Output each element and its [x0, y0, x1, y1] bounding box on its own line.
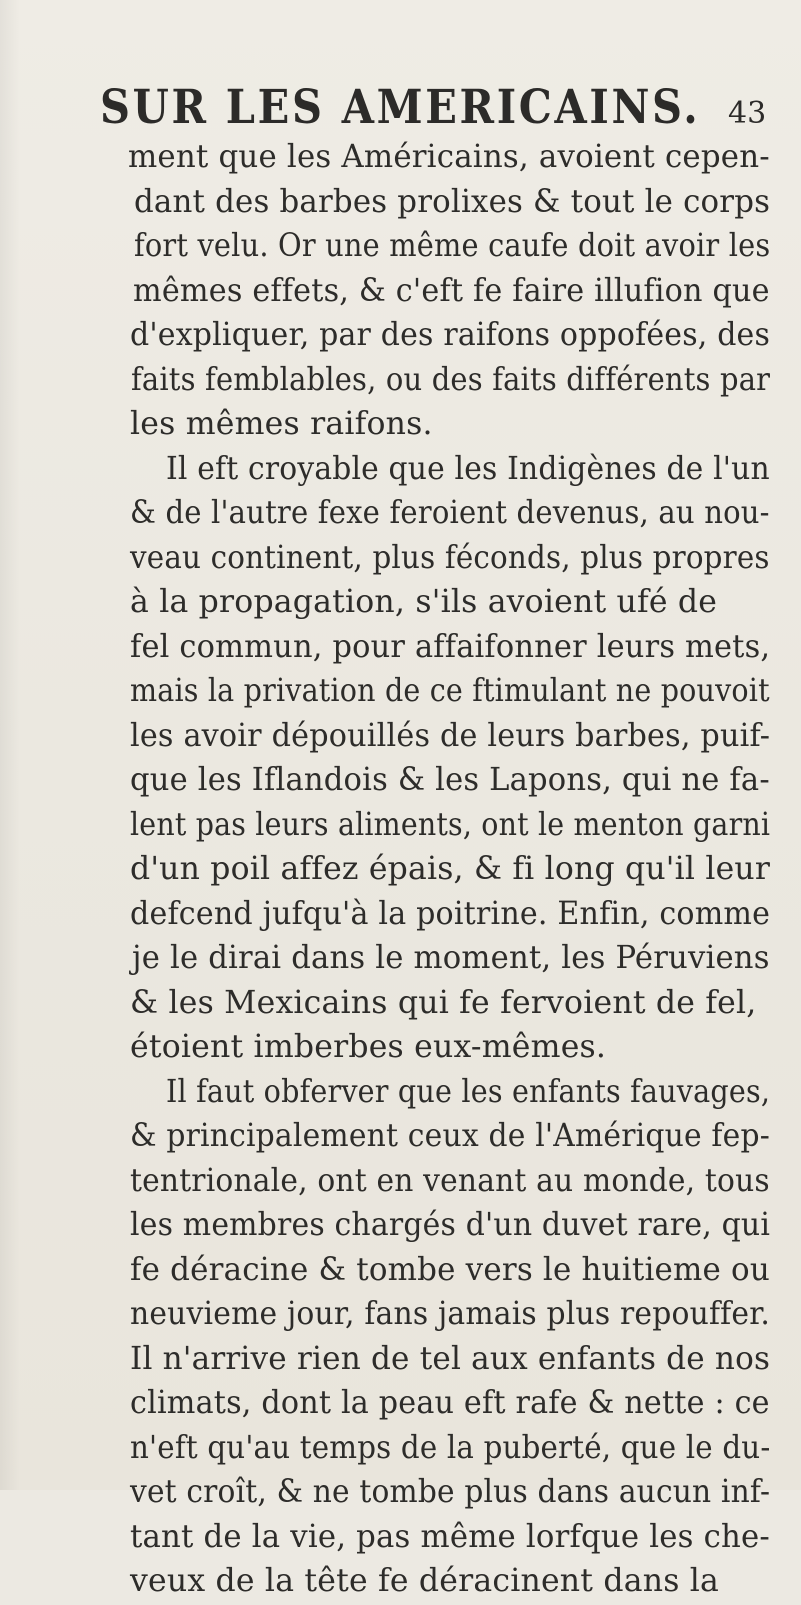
text-line: Il faut obferver que les enfants fauvages,	[166, 1073, 771, 1110]
text-line: les avoir dépouillés de leurs barbes, puif-	[130, 717, 771, 754]
text-line: les mêmes raifons.	[130, 406, 433, 442]
text-line: Il eft croyable que les Indigènes de l'un	[166, 450, 770, 487]
text-line: Il n'arrive rien de tel aux enfants de nos	[130, 1340, 771, 1377]
text-line: fort velu. Or une même caufe doit avoir les	[134, 228, 771, 264]
text-line: n'eft qu'au temps de la puberté, que le du-	[130, 1429, 771, 1466]
text-line: veau continent, plus féconds, plus propres	[130, 539, 770, 576]
page-edge-shadow	[0, 0, 20, 1490]
text-line: étoient imberbes eux-mêmes.	[130, 1029, 607, 1065]
text-line: defcend jufqu'à la poitrine. Enfin, comme	[130, 895, 771, 932]
text-line: dant des barbes prolixes & tout le corps	[134, 183, 771, 220]
text-line: lent pas leurs aliments, ont le menton garni	[130, 806, 771, 843]
text-line: & de l'autre fexe feroient devenus, au nou-	[130, 495, 770, 531]
text-line: fe déracine & tombe vers le huitieme ou	[130, 1251, 770, 1288]
text-line: & principalement ceux de l'Amérique fep-	[130, 1118, 770, 1154]
text-line: veux de la tête fe déracinent dans la	[130, 1563, 720, 1599]
text-line: neuvieme jour, fans jamais plus repouffer.	[130, 1296, 771, 1332]
text-line: tant de la vie, pas même lorfque les che-	[130, 1518, 770, 1555]
running-head	[0, 76, 801, 140]
text-line: les membres chargés d'un duvet rare, qui	[130, 1207, 771, 1243]
text-line: & les Mexicains qui fe fervoient de fel,	[130, 984, 757, 1021]
text-line: climats, dont la peau eft rafe & nette : ce	[130, 1385, 770, 1421]
text-line: mêmes effets, & c'eft fe faire illufion que	[133, 272, 770, 309]
page-number: 43	[728, 96, 767, 131]
text-line: à la propagation, s'ils avoient ufé de	[130, 584, 718, 620]
text-line: d'un poil affez épais, & fi long qu'il leur	[130, 851, 771, 887]
text-line: fel commun, pour affaifonner leurs mets,	[130, 628, 771, 665]
text-line: d'expliquer, par des raifons oppofées, des	[130, 317, 771, 353]
text-line: ment que les Américains, avoient cepen-	[128, 139, 770, 175]
text-line: tentrionale, ont en venant au monde, tous	[130, 1162, 770, 1199]
text-line: je le dirai dans le moment, les Péruviens	[132, 940, 770, 976]
text-line: vet croît, & ne tombe plus dans aucun inf-	[130, 1474, 771, 1510]
text-line: que les Iflandois & les Lapons, qui ne fa-	[130, 762, 770, 798]
running-title: SUR LES AMERICAINS.	[100, 80, 701, 135]
text-line: faits femblables, ou des faits différents par	[131, 361, 771, 398]
text-line: mais la privation de ce ftimulant ne pouvoit	[130, 673, 770, 709]
